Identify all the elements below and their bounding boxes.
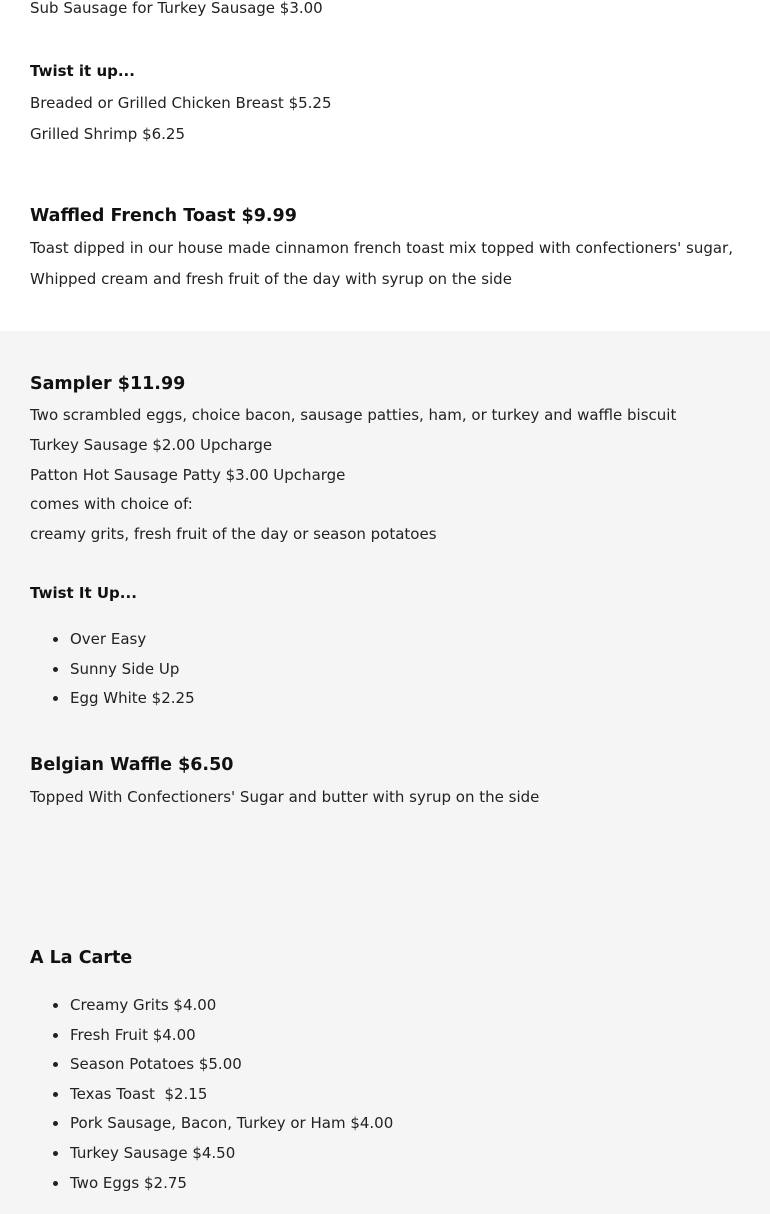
sampler-description: Turkey Sausage $2.00 Upcharge — [30, 436, 273, 454]
waffled-french-toast-title: Waffled French Toast $9.99 — [30, 206, 297, 226]
waffled-french-toast-description: Whipped cream and fresh fruit of the day with syrup on the side — [30, 270, 512, 288]
list-item: Turkey Sausage $4.50 — [70, 1143, 393, 1163]
sub-sausage-note: Sub Sausage for Turkey Sausage $3.00 — [30, 0, 323, 17]
list-item: Texas Toast $2.15 — [70, 1084, 393, 1104]
add-on-item: Grilled Shrimp $6.25 — [30, 125, 186, 143]
twist-it-up-heading: Twist It Up... — [30, 584, 137, 602]
egg-style-list — [30, 629, 195, 718]
a-la-carte-title: A La Carte — [30, 948, 133, 968]
a-la-carte-list — [30, 995, 393, 1202]
twist-it-up-heading: Twist it up... — [30, 62, 135, 80]
list-item: Fresh Fruit $4.00 — [70, 1025, 393, 1045]
list-item: Pork Sausage, Bacon, Turkey or Ham $4.00 — [70, 1114, 394, 1133]
waffled-french-toast-description: Toast dipped in our house made cinnamon french toast mix topped with confectioners' sugar, — [30, 239, 733, 257]
belgian-waffle-description: Topped With Confectioners' Sugar and butter with syrup on the side — [30, 788, 540, 806]
list-item: Season Potatoes $5.00 — [70, 1054, 393, 1074]
sampler-description: Patton Hot Sausage Patty $3.00 Upcharge — [30, 466, 346, 484]
belgian-waffle-title: Belgian Waffle $6.50 — [30, 755, 234, 775]
list-item: Egg White $2.25 — [70, 689, 195, 708]
menu-section-bottom — [0, 331, 770, 1214]
list-item: Creamy Grits $4.00 — [70, 995, 393, 1015]
sampler-title: Sampler $11.99 — [30, 374, 186, 394]
sampler-description: creamy grits, fresh fruit of the day or season potatoes — [30, 525, 437, 543]
sampler-description: comes with choice of: — [30, 495, 193, 513]
menu-section-top — [0, 0, 770, 331]
list-item: Two Eggs $2.75 — [70, 1173, 393, 1193]
list-item: Sunny Side Up — [70, 659, 195, 679]
add-on-item: Breaded or Grilled Chicken Breast $5.25 — [30, 94, 332, 112]
sampler-description: Two scrambled eggs, choice bacon, sausage patties, ham, or turkey and waffle biscuit — [30, 406, 677, 424]
list-item: Over Easy — [70, 629, 195, 649]
